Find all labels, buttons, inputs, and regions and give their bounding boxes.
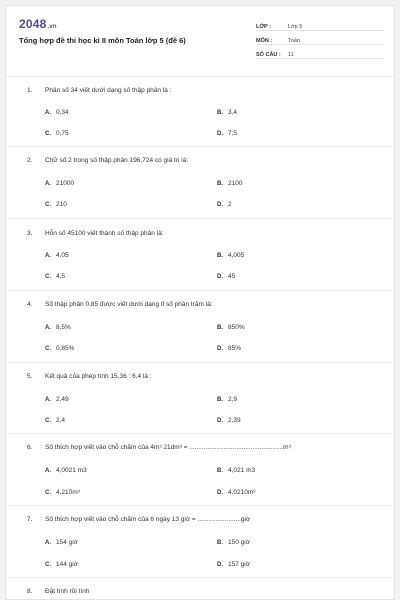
exam-meta bbox=[256, 20, 384, 63]
option-b[interactable]: B. 3,4 bbox=[217, 109, 238, 116]
option-d[interactable]: D. 7,5 bbox=[217, 130, 238, 137]
meta-label: LỚP : bbox=[256, 24, 271, 30]
option-a[interactable]: A. 4,05 bbox=[45, 252, 69, 259]
option-b[interactable]: B. 150 giờ bbox=[217, 539, 250, 546]
question-prompt: Chữ số 2 trong số thập phân 196,724 có giá trị là: bbox=[45, 157, 189, 164]
option-a[interactable]: A. 8,5% bbox=[45, 324, 71, 331]
option-d[interactable]: D. 45 bbox=[217, 273, 236, 280]
option-d[interactable]: D. 85% bbox=[217, 345, 242, 352]
option-b[interactable]: B. 4,021 m3 bbox=[217, 467, 256, 474]
question-2 bbox=[6, 146, 394, 219]
question-number: 6. bbox=[27, 444, 33, 451]
logo-text: 2048 bbox=[19, 17, 47, 31]
exam-page bbox=[5, 5, 395, 600]
option-d[interactable]: D. 157 giờ bbox=[217, 561, 250, 568]
meta-row-subject bbox=[256, 34, 384, 45]
question-3 bbox=[6, 218, 394, 291]
question-4 bbox=[6, 290, 394, 363]
site-logo[interactable] bbox=[19, 17, 57, 31]
option-b[interactable]: B. 850% bbox=[217, 324, 245, 331]
question-text bbox=[27, 230, 164, 237]
meta-value: Toán bbox=[288, 38, 300, 45]
question-prompt: Số thích hợp viết vào chỗ chấm của 6 ngày 13 giờ = ........................giờ bbox=[45, 516, 251, 523]
option-b[interactable]: B. 2,9 bbox=[217, 396, 238, 403]
page-header bbox=[6, 6, 394, 77]
option-d[interactable]: D. 4,0210m³ bbox=[217, 489, 256, 496]
option-c[interactable]: C. 0,75 bbox=[45, 130, 69, 137]
question-number: 5. bbox=[27, 373, 33, 380]
question-number: 4. bbox=[27, 301, 33, 308]
option-d[interactable]: D. 2,39 bbox=[217, 417, 241, 424]
option-c[interactable]: C. 0,85% bbox=[45, 345, 75, 352]
question-7 bbox=[6, 505, 394, 578]
question-text bbox=[27, 588, 89, 595]
question-number: 1. bbox=[27, 87, 33, 94]
meta-row-count bbox=[256, 48, 384, 59]
question-text bbox=[27, 373, 152, 380]
question-1 bbox=[6, 76, 394, 146]
question-prompt: Kết quả của phép tính 15,36 : 6,4 là : bbox=[45, 373, 152, 380]
logo-tld: .vn bbox=[47, 24, 57, 30]
question-text bbox=[27, 301, 213, 308]
option-a[interactable]: A. 21000 bbox=[45, 180, 75, 187]
option-c[interactable]: C. 210 bbox=[45, 201, 67, 208]
question-text bbox=[27, 87, 171, 94]
meta-value: 11 bbox=[288, 52, 294, 59]
question-5 bbox=[6, 362, 394, 434]
question-prompt: Đặt tính rồi tính bbox=[45, 588, 90, 595]
question-text bbox=[27, 516, 250, 523]
option-a[interactable]: A. 0,34 bbox=[45, 109, 69, 116]
option-d[interactable]: D. 2 bbox=[217, 201, 232, 208]
question-number: 3. bbox=[27, 230, 33, 237]
question-number: 8. bbox=[27, 588, 33, 595]
option-a[interactable]: A. 4,0021 m3 bbox=[45, 467, 87, 474]
page-title: Tổng hợp đề thi học kì II môn Toán lớp 5 (đề 6) bbox=[19, 36, 186, 45]
meta-label: SỐ CÂU : bbox=[256, 52, 281, 59]
option-c[interactable]: C. 144 giờ bbox=[45, 561, 78, 568]
option-c[interactable]: C. 2,4 bbox=[45, 417, 66, 424]
option-a[interactable]: A. 2,49 bbox=[45, 396, 69, 403]
meta-row-class bbox=[256, 20, 384, 31]
question-6 bbox=[6, 433, 394, 506]
question-text bbox=[27, 157, 188, 164]
question-number: 7. bbox=[27, 516, 33, 523]
question-8 bbox=[6, 577, 394, 600]
question-text bbox=[27, 444, 291, 451]
option-c[interactable]: C. 4,210m³ bbox=[45, 489, 80, 496]
meta-label: MÔN : bbox=[256, 38, 273, 45]
question-prompt: Phân số 34 viết dưới dạng số thập phân là : bbox=[45, 87, 172, 94]
question-prompt: Số thích hợp viết vào chỗ chấm của 4m³ 21dm³ = ....................................................m³ bbox=[45, 444, 291, 451]
meta-value: Lớp 5 bbox=[288, 24, 303, 30]
option-b[interactable]: B. 4,005 bbox=[217, 252, 245, 259]
question-prompt: Hỗn số 45100 viết thành số thập phân là: bbox=[45, 230, 164, 237]
question-number: 2. bbox=[27, 157, 33, 164]
option-a[interactable]: A. 154 giờ bbox=[45, 539, 78, 546]
question-prompt: Số thập phân 0,85 được viết dưới dạng tỉ số phần trăm là: bbox=[45, 301, 213, 308]
option-b[interactable]: B. 2100 bbox=[217, 180, 243, 187]
option-c[interactable]: C. 4,5 bbox=[45, 273, 66, 280]
